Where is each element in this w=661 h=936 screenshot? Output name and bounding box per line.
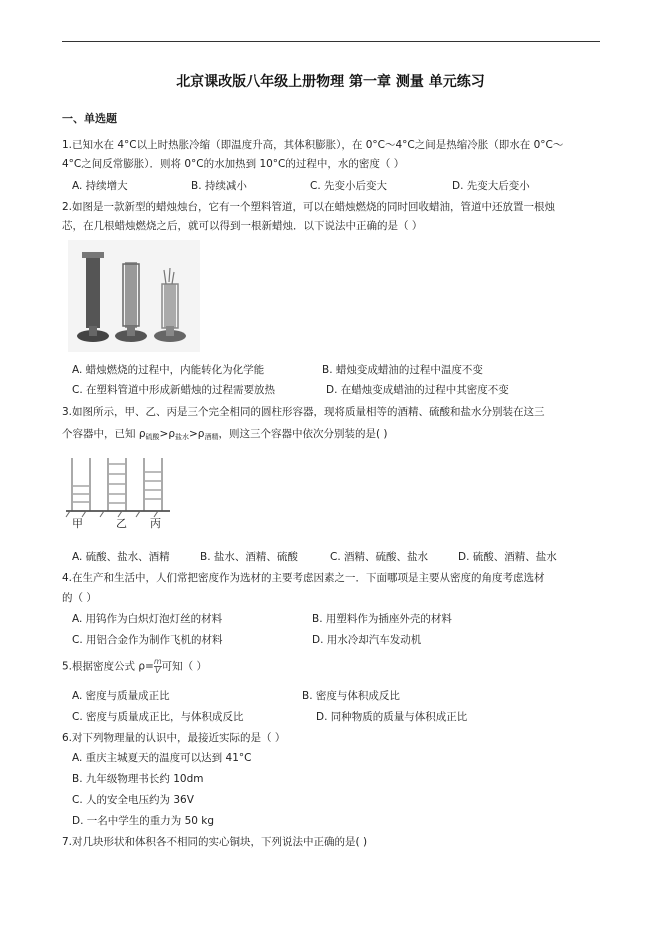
formula-numerator: m — [153, 657, 162, 666]
candle-holder-photo — [68, 240, 200, 352]
density-sub-sulfuric: 硫酸 — [145, 433, 160, 441]
top-rule — [62, 41, 600, 42]
q1-option-a: A. 持续增大 — [72, 180, 128, 192]
density-sub-alcohol: 酒精 — [204, 433, 219, 441]
q2-option-d: D. 在蜡烛变成蜡油的过程中其密度不变 — [326, 384, 509, 396]
section-heading: 一、单选题 — [62, 112, 117, 125]
q5-option-b: B. 密度与体积成反比 — [302, 690, 400, 702]
q5-option-c: C. 密度与质量成正比，与体积成反比 — [72, 711, 244, 723]
q6-option-a: A. 重庆主城夏天的温度可以达到 41°C — [72, 752, 252, 764]
q2-option-b: B. 蜡烛变成蜡油的过程中温度不变 — [322, 364, 483, 376]
q6-option-d: D. 一名中学生的重力为 50 kg — [72, 815, 215, 827]
q3-option-b: B. 盐水、酒精、硫酸 — [200, 551, 298, 563]
q3-option-c: C. 酒精、硫酸、盐水 — [330, 551, 429, 563]
container-label-yi: 乙 — [116, 517, 127, 530]
q4-option-c: C. 用铝合金作为制作飞机的材料 — [72, 634, 223, 646]
q3-text-pre: 个容器中，已知 ρ — [62, 428, 146, 440]
q5-text-post: 可知（ ） — [161, 660, 207, 673]
q4-option-a: A. 用钨作为白炽灯泡灯丝的材料 — [72, 613, 223, 625]
q3-stem-line1: 3.如图所示，甲、乙、丙是三个完全相同的圆柱形容器，现将质量相等的酒精、硫酸和盐水分别装在这三 — [62, 406, 545, 418]
q6-stem: 6.对下列物理量的认识中，最接近实际的是（ ） — [62, 732, 286, 744]
page-title: 北京课改版八年级上册物理 第一章 测量 单元练习 — [176, 74, 485, 90]
container-label-jia: 甲 — [72, 517, 83, 530]
q4-stem-line2: 的（ ） — [62, 592, 97, 604]
density-formula-fraction — [154, 658, 162, 675]
q3-option-a: A. 硫酸、盐水、酒精 — [72, 551, 170, 563]
q5-text-pre: 5.根据密度公式 ρ= — [62, 660, 154, 673]
q1-stem-line2: 4°C之间反常膨胀）．则将 0°C的水加热到 10°C的过程中，水的密度（ ） — [62, 158, 405, 170]
q3-stem-line2 — [62, 426, 387, 442]
q6-option-b: B. 九年级物理书长约 10dm — [72, 773, 204, 785]
density-sub-saltwater: 盐水 — [174, 433, 189, 441]
q2-stem-line1: 2.如图是一款新型的蜡烛烛台，它有一个塑料管道，可以在蜡烛燃烧的同时回收蜡油，管道中还放置一根烛 — [62, 201, 556, 213]
q4-option-d: D. 用水冷却汽车发动机 — [312, 634, 422, 646]
q1-option-b: B. 持续减小 — [191, 180, 247, 192]
formula-denominator: V — [154, 666, 161, 675]
q5-option-a: A. 密度与质量成正比 — [72, 690, 170, 702]
q2-option-c: C. 在塑料管道中形成新蜡烛的过程需要放热 — [72, 384, 276, 396]
q3-text-mid1: >ρ — [159, 428, 175, 440]
q3-option-d: D. 硫酸、酒精、盐水 — [458, 551, 557, 563]
q3-text-mid2: >ρ — [188, 428, 205, 440]
q1-option-c: C. 先变小后变大 — [310, 180, 388, 192]
q5-option-d: D. 同种物质的质量与体积成正比 — [316, 711, 468, 723]
q7-stem: 7.对几块形状和体积各不相同的实心铜块，下列说法中正确的是( ) — [62, 836, 368, 848]
q2-stem-line2: 芯，在几根蜡烛燃烧之后，就可以得到一根新蜡烛．以下说法中正确的是（ ） — [62, 220, 423, 232]
q1-stem-line1: 1.已知水在 4°C以上时热胀冷缩（即温度升高，其体积膨胀），在 0°C～4°C之间是热缩冷胀（即水在 0°C～ — [62, 139, 564, 151]
q4-stem-line1: 4.在生产和生活中，人们常把密度作为选材的主要考虑因素之一．下面哪项是主要从密度的角度考虑选材 — [62, 572, 545, 584]
q5-stem — [62, 658, 207, 675]
q2-option-a: A. 蜡烛燃烧的过程中，内能转化为化学能 — [72, 364, 265, 376]
q6-option-c: C. 人的安全电压约为 36V — [72, 794, 194, 806]
q3-text-post: ，则这三个容器中依次分别装的是( ) — [218, 428, 388, 440]
q1-option-d: D. 先变大后变小 — [452, 180, 530, 192]
container-label-bing: 丙 — [150, 517, 161, 530]
q4-option-b: B. 用塑料作为插座外壳的材料 — [312, 613, 452, 625]
